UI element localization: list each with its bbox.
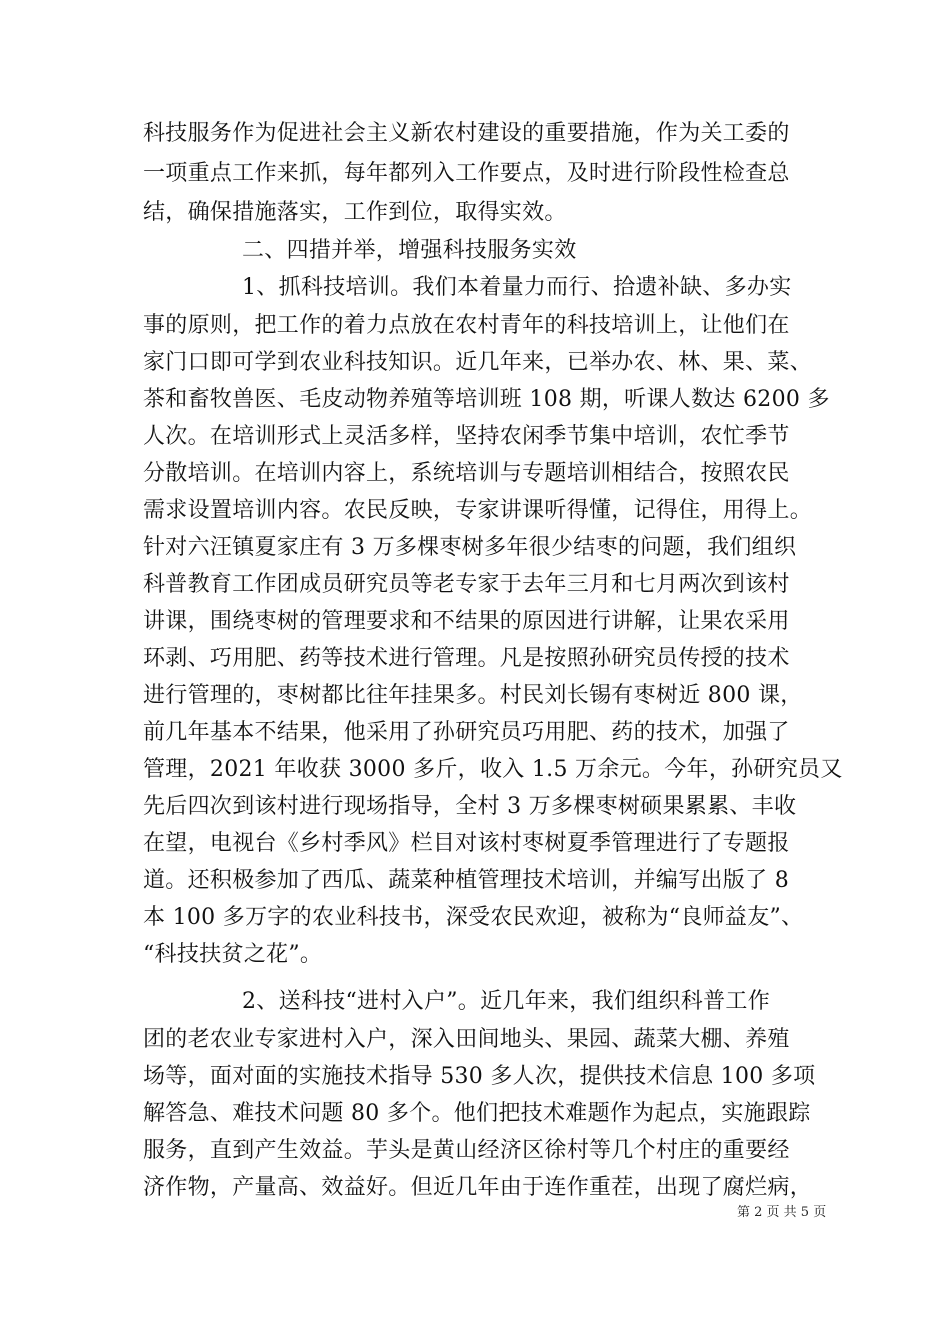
body-line: 场等，面对面的实施技术指导 530 多人次，提供技术信息 100 多项 <box>143 1064 816 1089</box>
body-line: 一项重点工作来抓，每年都列入工作要点，及时进行阶段性检查总 <box>143 161 790 186</box>
body-line: 2、送科技“进村入户”。近几年来，我们组织科普工作 <box>242 989 770 1014</box>
body-line: 科普教育工作团成员研究员等老专家于去年三月和七月两次到该村 <box>143 572 790 597</box>
body-line: 在望，电视台《乡村季风》栏目对该村枣树夏季管理进行了专题报 <box>143 831 790 856</box>
body-line: 解答急、难技术问题 80 多个。他们把技术难题作为起点，实施跟踪 <box>143 1101 811 1126</box>
body-line: 科技服务作为促进社会主义新农村建设的重要措施，作为关工委的 <box>143 121 790 146</box>
body-line: 服务，直到产生效益。芋头是黄山经济区徐村等几个村庄的重要经 <box>143 1138 790 1163</box>
body-line: 家门口即可学到农业科技知识。近几年来，已举办农、林、果、菜、 <box>143 350 813 375</box>
body-line: 分散培训。在培训内容上，系统培训与专题培训相结合，按照农民 <box>143 461 790 486</box>
body-line: 本 100 多万字的农业科技书，深受农民欢迎，被称为“良师益友”、 <box>143 905 804 930</box>
body-line: 环剥、巧用肥、药等技术进行管理。凡是按照孙研究员传授的技术 <box>143 646 790 671</box>
body-line: 针对六汪镇夏家庄有 3 万多棵枣树多年很少结枣的问题，我们组织 <box>143 535 797 560</box>
body-line: 人次。在培训形式上灵活多样，坚持农闲季节集中培训，农忙季节 <box>143 424 790 449</box>
body-line: 结，确保措施落实，工作到位，取得实效。 <box>143 200 567 225</box>
body-line: 管理，2021 年收获 3000 多斤，收入 1.5 万余元。今年，孙研究员又 <box>143 757 843 782</box>
body-line: 需求设置培训内容。农民反映，专家讲课听得懂，记得住，用得上。 <box>143 498 813 523</box>
body-line: 团的老农业专家进村入户，深入田间地头、果园、蔬菜大棚、养殖 <box>143 1027 790 1052</box>
body-line: 前几年基本不结果，他采用了孙研究员巧用肥、药的技术，加强了 <box>143 720 790 745</box>
body-line: 事的原则，把工作的着力点放在农村青年的科技培训上，让他们在 <box>143 313 790 338</box>
body-line: 先后四次到该村进行现场指导，全村 3 万多棵枣树硕果累累、丰收 <box>143 794 797 819</box>
body-line: 1、抓科技培训。我们本着量力而行、拾遗补缺、多办实 <box>242 275 792 300</box>
page-number: 第 2 页 共 5 页 <box>737 1205 827 1220</box>
body-line: 茶和畜牧兽医、毛皮动物养殖等培训班 108 期，听课人数达 6200 多 <box>143 387 830 412</box>
section-heading: 二、四措并举，增强科技服务实效 <box>242 238 577 263</box>
body-line: 济作物，产量高、效益好。但近几年由于连作重茬，出现了腐烂病， <box>143 1175 813 1200</box>
body-line: 进行管理的，枣树都比往年挂果多。村民刘长锡有枣树近 800 课， <box>143 683 803 708</box>
body-line: 道。还积极参加了西瓜、蔬菜种植管理技术培训，并编写出版了 8 <box>143 868 789 893</box>
body-line: 讲课，围绕枣树的管理要求和不结果的原因进行讲解，让果农采用 <box>143 609 790 634</box>
body-line: “科技扶贫之花”。 <box>143 942 323 967</box>
